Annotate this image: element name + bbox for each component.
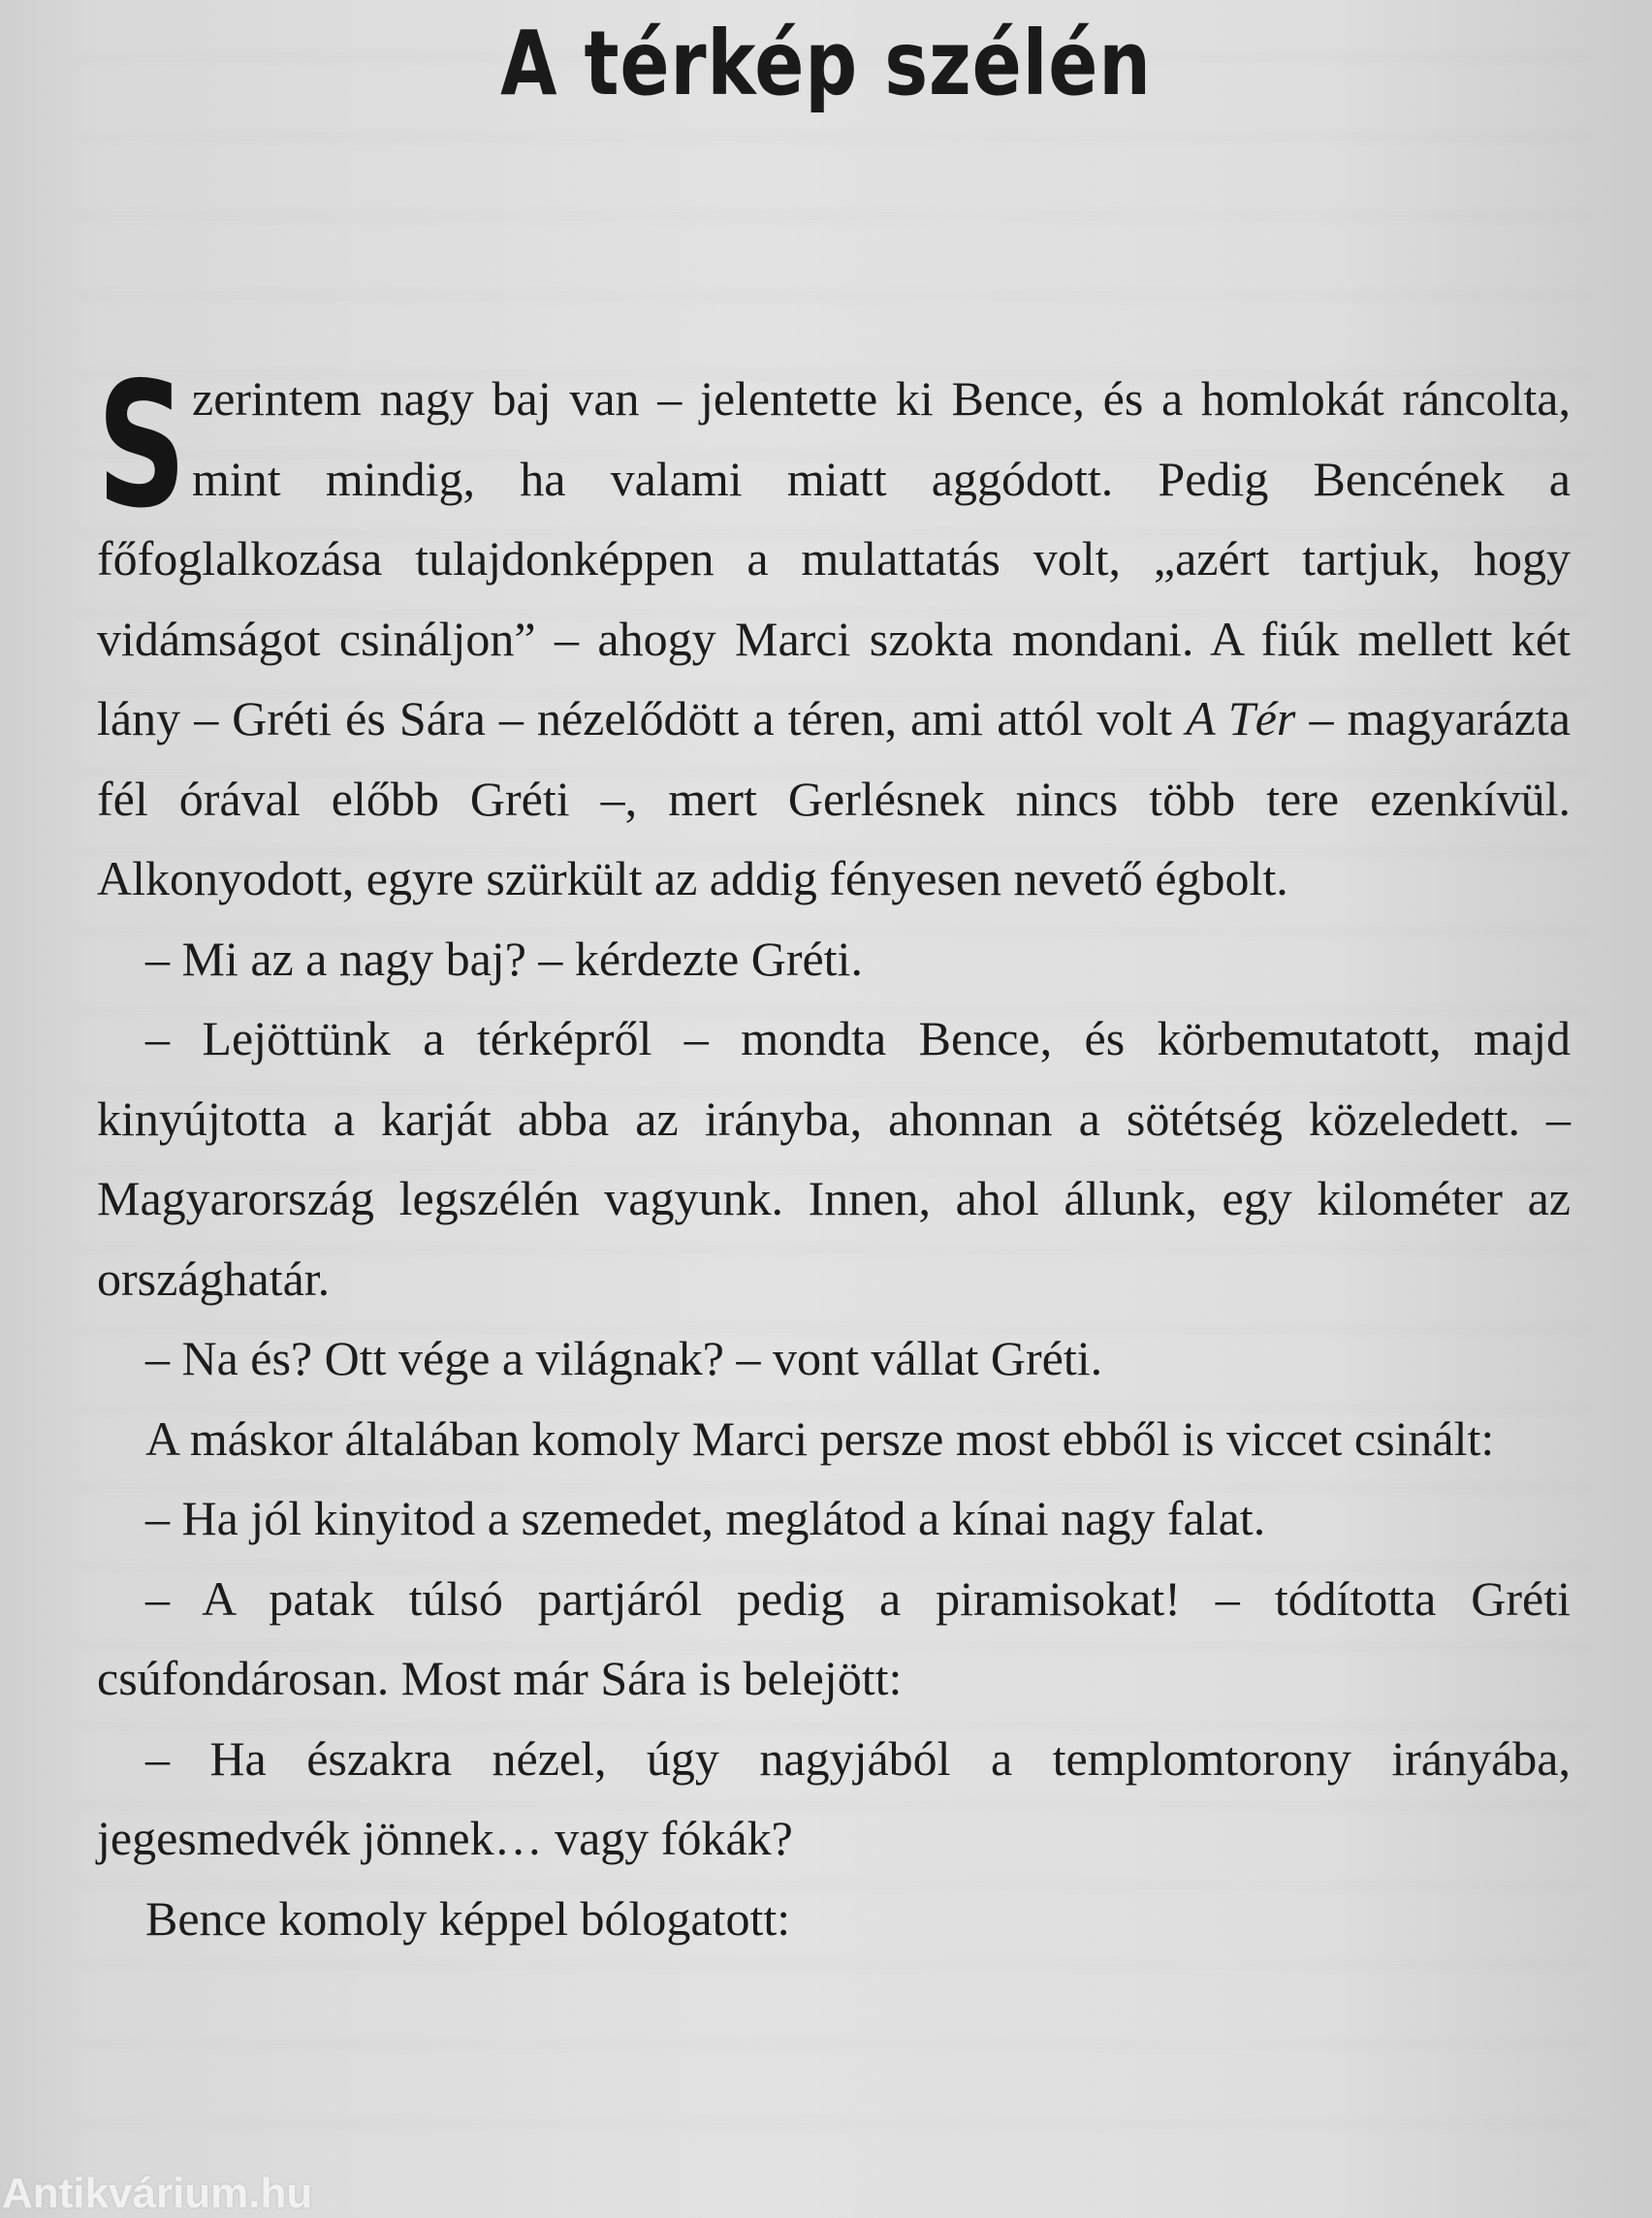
italic-place-name: A Tér — [1186, 691, 1296, 745]
paragraph-dialogue: – Ha jól kinyitod a szemedet, meglátod a kínai nagy falat. — [145, 1491, 1266, 1545]
drop-cap: S — [97, 345, 187, 546]
paragraph-dialogue: – Ha északra nézel, úgy nagyjából a templomtorony irányába, jegesmedvék jönnek… vagy fókák? — [97, 1730, 1571, 1865]
paragraph-opening — [97, 345, 1571, 919]
paragraph-dialogue: – Lejöttünk a térképről – mondta Bence, és körbemutatott, majd kinyújtotta a karját abba az irányba, ahonnan a sötétség közeledett. – Magyarország legszélén vagyunk. Innen, ahol állunk, egy kilométer az országhatár. — [97, 1011, 1571, 1306]
chapter-title: A térkép szélén — [500, 12, 1152, 115]
chapter-body — [97, 345, 1571, 1958]
paragraph-narration: Bence komoly képpel bólogatott: — [145, 1890, 791, 1946]
paragraph-text: – magyarázta fél órával előbb Gréti –, mert Gerlésnek nincs több tere ezenkívül. Alkonyodott, egyre szürkült az addig fényesen nevető égbolt. — [97, 691, 1571, 905]
paragraph-dialogue: – A patak túlsó partjáról pedig a piramisokat! – tódította Gréti csúfondárosan. Most már Sára is belejött: — [97, 1570, 1571, 1705]
watermark: Antikvárium.hu — [2, 2170, 313, 2217]
paragraph-dialogue: – Na és? Ott vége a világnak? – vont vállat Gréti. — [145, 1331, 1103, 1385]
paragraph-text: zerintem nagy baj van – jelentette ki Bence, és a homlokát ráncolta, mint mindig, ha valami miatt aggódott. Pedig Bencének a főfoglalkozása tulajdonképpen a mulattatás volt, „azért tartjuk, hogy vidámságot csináljon” – ahogy Marci szokta mondani. A fiúk mellett két lány – Gréti és Sára – nézelődött a téren, ami attól volt — [97, 371, 1571, 745]
paragraph-dialogue: – Mi az a nagy baj? – kérdezte Gréti. — [145, 931, 863, 986]
paragraph-narration: A máskor általában komoly Marci persze most ebből is viccet csinált: — [145, 1410, 1495, 1466]
